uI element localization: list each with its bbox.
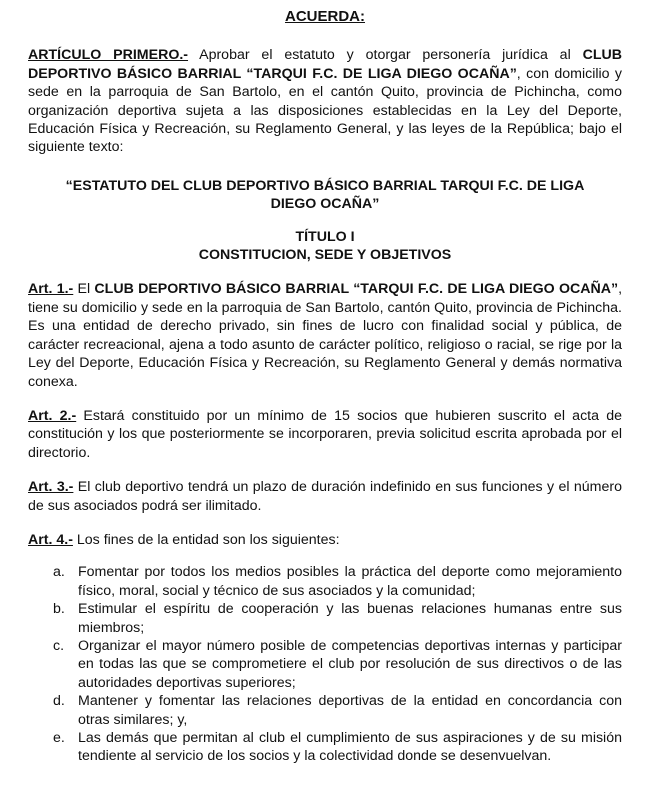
article-4 [28, 531, 622, 549]
list-item-marker: e. [53, 730, 65, 746]
article-4-text: Los fines de la entidad son los siguientes: [72, 531, 340, 548]
article-2-text: Estará constituido por un mínimo de 15 socios que hubieren suscrito el acta de constitución y los que posteriormente se incorporaren, previa solicitud escrita aprobada por el directorio. [28, 407, 622, 461]
articulo-primero-club-name: CLUB DEPORTIVO BÁSICO BARRIAL “TARQUI F.C. DE LIGA DIEGO OCAÑA” [28, 47, 622, 82]
list-item-text: Las demás que permitan al club el cumplimiento de sus aspiraciones y de su misión tendiente al servicio de los socios y la colectividad donde se desenvuelvan. [78, 730, 622, 765]
list-item [28, 692, 622, 729]
list-item-text: Mantener y fomentar las relaciones deportivas de la entidad en concordancia con otras similares; y, [78, 693, 622, 728]
document-heading: ACUERDA: [285, 8, 365, 25]
article-3 [28, 478, 622, 515]
list-item [28, 600, 622, 637]
article-1-label: Art. 1.- [28, 281, 74, 298]
list-item-marker: d. [53, 693, 65, 710]
article-3-label: Art. 3.- [28, 479, 74, 496]
titulo-name: CONSTITUCION, SEDE Y OBJETIVOS [198, 247, 452, 264]
articulo-primero-text-2: , con domicilio y sede en la parroquia de San Bartolo, en el cantón Quito, provincia de Pichincha, como organización deportiva sujeta a las disposiciones establecidas en la Ley del Deporte, Educación Física y Recreación, su Reglamento General, y las leyes de la República; bajo el siguiente texto: [28, 65, 622, 156]
articulo-primero [28, 46, 622, 156]
articulo-primero-text-1: Aprobar el estatuto y otorgar personería jurídica al [188, 47, 583, 64]
article-3-text: El club deportivo tendrá un plazo de duración indefinido en sus funciones y el número de sus asociados podrá ser ilimitado. [28, 479, 622, 514]
list-item-marker: c. [53, 637, 65, 654]
list-item-marker: b. [53, 601, 65, 618]
list-item-text: Fomentar por todos los medios posibles la práctica del deporte como mejoramiento físico, moral, social y técnico de sus asociados y la comunidad; [78, 564, 622, 599]
list-item [28, 637, 622, 692]
titulo-number: TÍTULO I [295, 228, 355, 245]
article-1 [28, 280, 622, 390]
list-item [28, 729, 622, 766]
estatuto-title: “ESTATUTO DEL CLUB DEPORTIVO BÁSICO BARRIAL TARQUI F.C. DE LIGA DIEGO OCAÑA” [65, 177, 585, 213]
list-item-marker: a. [53, 564, 65, 581]
article-1-text-1: El [73, 281, 95, 298]
article-2 [28, 407, 622, 462]
list-item [28, 563, 622, 600]
articulo-primero-label: ARTÍCULO PRIMERO.- [28, 47, 189, 64]
article-4-label: Art. 4.- [28, 531, 73, 548]
document-page [28, 8, 622, 766]
article-1-club-name: CLUB DEPORTIVO BÁSICO BARRIAL “TARQUI F.C. DE LIGA DIEGO OCAÑA” [94, 281, 619, 298]
article-2-label: Art. 2.- [28, 407, 77, 424]
article-4-list [28, 563, 622, 765]
article-1-text-2: , tiene su domicilio y sede en la parroquia de San Bartolo, cantón Quito, provincia de Pichincha. Es una entidad de derecho privado, sin fines de lucro con finalidad social y pública, de carácter recreacional, ajena a todo asunto de carácter político, religioso o racial, se rige por la Ley del Deporte, Educación Física y Recreación, su Reglamento General y demás normativa conexa. [28, 281, 623, 390]
list-item-text: Organizar el mayor número posible de competencias deportivas internas y participar en todas las que se comprometiere el club por resolución de sus directivos o de las autoridades deportivas superiores; [78, 637, 622, 691]
list-item-text: Estimular el espíritu de cooperación y las buenas relaciones humanas entre sus miembros; [78, 601, 622, 636]
